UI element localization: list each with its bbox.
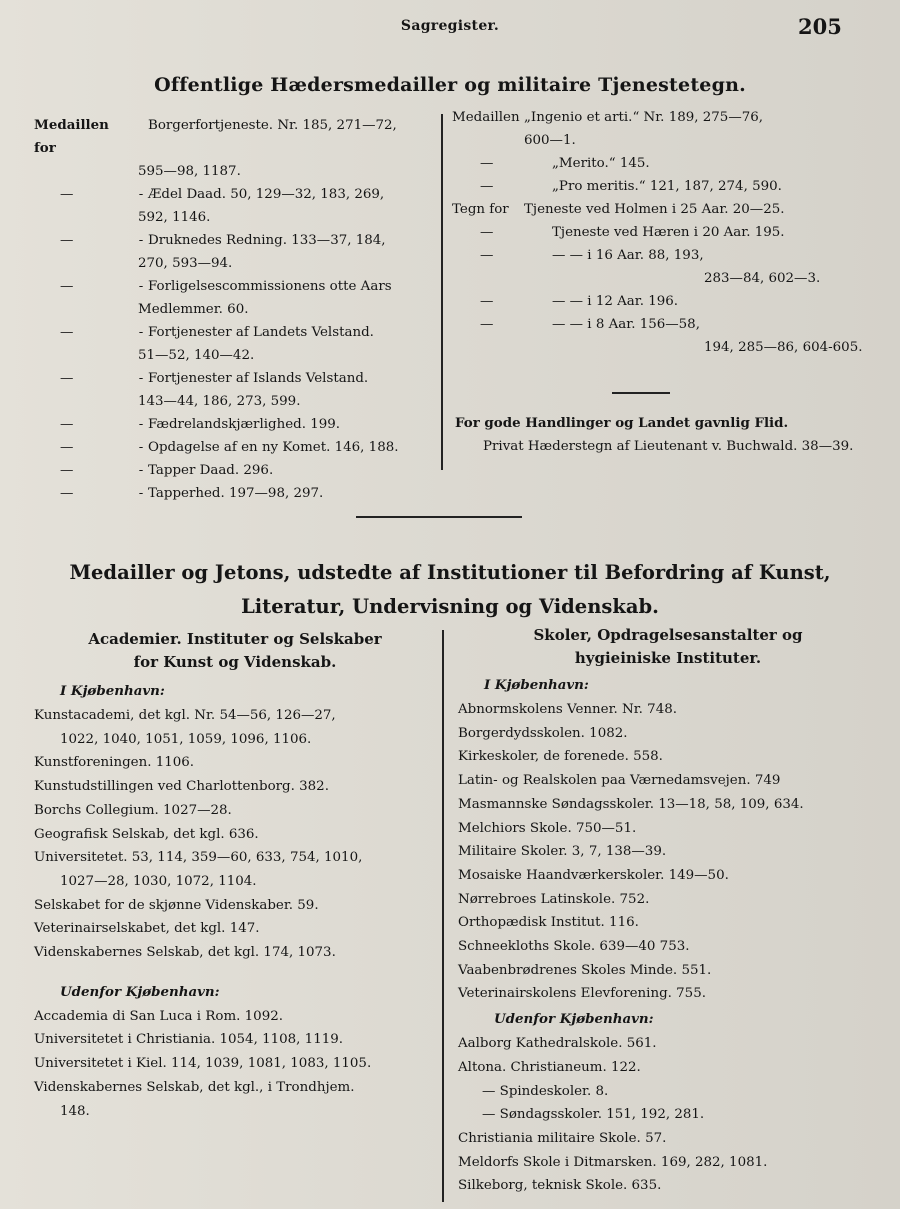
medal-entry — [34, 436, 434, 459]
entry-dot: - — [138, 486, 144, 501]
list-item: Latin- og Realskolen paa Værnedamsvejen. 749 — [458, 773, 781, 789]
entry-text: Fortjenester af Landets Velstand. — [148, 325, 374, 340]
list-item: Geografisk Selskab, det kgl. 636. — [34, 826, 259, 842]
entry-continuation: 600—1. — [524, 133, 576, 148]
entry-prefix: Medaillen — [452, 110, 520, 125]
section2-title — [0, 556, 900, 624]
entry-continuation: 143—44, 186, 273, 599. — [138, 394, 301, 409]
left-heading-line1: Academier. Instituter og Selskaber — [88, 630, 382, 648]
entry-text: Borgerfortjeneste. Nr. 185, 271—72, — [148, 118, 397, 133]
list-item: Universitetet i Kiel. 114, 1039, 1081, 1083, 1105. — [34, 1056, 372, 1072]
section2-title-line2: Literatur, Undervisning og Videnskab. — [241, 595, 659, 618]
medal-entry — [34, 275, 434, 298]
column-divider — [441, 114, 443, 470]
entry-prefix: — — [60, 279, 74, 294]
entry-dot: - — [138, 463, 144, 478]
list-item: Orthopædisk Institut. 116. — [458, 915, 639, 931]
right-heading-line2: hygieiniske Instituter. — [574, 649, 762, 667]
list-item: Christiania militaire Skole. 57. — [458, 1130, 667, 1146]
list-item: Universitetet i Christiania. 1054, 1108, 1119. — [34, 1032, 344, 1048]
entry-text: „Ingenio et arti.“ Nr. 189, 275—76, — [524, 110, 764, 125]
entry-text: Druknedes Redning. 133—37, 184, — [148, 233, 386, 248]
list-item: Masmannske Søndagsskoler. 13—18, 58, 109, 634. — [458, 796, 804, 812]
entry-dot: - — [138, 279, 144, 294]
running-title: Sagregister. — [400, 18, 500, 34]
left-heading-line2: for Kunst og Videnskab. — [133, 653, 337, 671]
entry-continuation: Medlemmer. 60. — [138, 302, 249, 317]
left-place-copenhagen: I Kjøbenhavn: — [60, 683, 165, 699]
entry-text: „Pro meritis.“ 121, 187, 274, 590. — [552, 179, 782, 194]
list-item: Accademia di San Luca i Rom. 1092. — [34, 1008, 284, 1024]
entry-text: Tapperhed. 197—98, 297. — [148, 486, 324, 501]
section2-right-column — [458, 624, 878, 1198]
footer-text: Privat Hæderstegn af Lieutenant v. Buchwald. 38—39. — [483, 439, 854, 454]
medal-entry — [34, 321, 434, 344]
entry-text: Tjeneste ved Holmen i 25 Aar. 20—25. — [524, 202, 785, 217]
entry-prefix: — — [480, 248, 494, 263]
entry-prefix: — — [60, 486, 74, 501]
list-item: Selskabet for de skjønne Videnskaber. 59. — [34, 897, 319, 913]
entry-continuation: 283—84, 602—3. — [704, 271, 821, 286]
list-item: Kirkeskoler, de forenede. 558. — [458, 749, 663, 765]
entry-text: — — i 16 Aar. 88, 193, — [552, 248, 704, 263]
decoration-entry — [452, 313, 872, 336]
entry-dot: - — [138, 233, 144, 248]
entry-prefix: — — [60, 417, 74, 432]
entry-continuation: 194, 285—86, 604-605. — [704, 340, 863, 355]
list-item: Silkeborg, teknisk Skole. 635. — [458, 1178, 662, 1194]
entry-text: Fædrelandskjærlighed. 199. — [148, 417, 341, 432]
entry-prefix: — — [60, 233, 74, 248]
section1-left-column — [34, 114, 434, 505]
list-item: Kunstforeningen. 1106. — [34, 755, 195, 771]
decoration-entry — [452, 290, 872, 313]
entry-text: Opdagelse af en ny Komet. 146, 188. — [148, 440, 399, 455]
list-item: Melchiors Skole. 750—51. — [458, 820, 637, 836]
entry-dot: - — [138, 187, 144, 202]
list-item: — Søndagsskoler. 151, 192, 281. — [482, 1107, 705, 1123]
right-heading-line1: Skoler, Opdragelsesanstalter og — [533, 626, 803, 644]
entry-text: — — i 8 Aar. 156—58, — [552, 317, 700, 332]
medal-entry — [34, 367, 434, 390]
entry-prefix: Tegn for — [452, 202, 509, 217]
column-divider-2 — [442, 630, 444, 1202]
entry-prefix: — — [480, 317, 494, 332]
section2-title-line1: Medailler og Jetons, udstedte af Institutioner til Befordring af Kunst, — [69, 561, 831, 584]
entry-prefix: — — [60, 325, 74, 340]
medal-entry — [34, 229, 434, 252]
entry-text: Tjeneste ved Hæren i 20 Aar. 195. — [552, 225, 785, 240]
entry-prefix: — — [60, 371, 74, 386]
list-item: Schneekloths Skole. 639—40 753. — [458, 939, 690, 955]
list-item: — Spindeskoler. 8. — [482, 1083, 609, 1099]
entry-continuation: 592, 1146. — [138, 210, 211, 225]
short-rule — [612, 392, 670, 394]
medal-entry — [34, 459, 434, 482]
list-item: Borgerdydsskolen. 1082. — [458, 725, 628, 741]
list-item: Videnskabernes Selskab, det kgl., i Trondhjem. — [34, 1079, 355, 1095]
section2-left-column — [34, 628, 436, 1123]
list-item: Militaire Skoler. 3, 7, 138—39. — [458, 844, 667, 860]
list-item: Mosaiske Haandværkerskoler. 149—50. — [458, 867, 729, 883]
list-item: Kunstudstillingen ved Charlottenborg. 382. — [34, 779, 329, 795]
entry-text: Fortjenester af Islands Velstand. — [148, 371, 369, 386]
list-item: Veterinairselskabet, det kgl. 147. — [34, 921, 260, 937]
medal-entry — [34, 413, 434, 436]
entry-dot: - — [138, 371, 144, 386]
entry-prefix: — — [480, 225, 494, 240]
entry-prefix: — — [60, 187, 74, 202]
section1-right-column — [452, 106, 872, 359]
entry-prefix: — — [480, 179, 494, 194]
section1-title: Offentlige Hædersmedailler og militaire Tjenestetegn. — [154, 74, 746, 96]
list-item: Meldorfs Skole i Ditmarsken. 169, 282, 1081. — [458, 1154, 768, 1170]
decoration-entry — [452, 175, 872, 198]
entry-text: Forligelsescommissionens otte Aars — [148, 279, 392, 294]
entry-dot: - — [138, 440, 144, 455]
decoration-entry — [452, 198, 872, 221]
list-item: Aalborg Kathedralskole. 561. — [458, 1036, 657, 1052]
medal-entry — [34, 114, 434, 160]
list-item: Nørrebroes Latinskole. 752. — [458, 891, 650, 907]
section-separator — [356, 516, 522, 518]
entry-dot: - — [138, 417, 144, 432]
medal-entry — [34, 183, 434, 206]
decoration-entry — [452, 221, 872, 244]
list-item: Kunstacademi, det kgl. Nr. 54—56, 126—27, — [34, 708, 336, 723]
list-item: 1022, 1040, 1051, 1059, 1096, 1106. — [60, 731, 312, 747]
list-item: Vaabenbrødrenes Skoles Minde. 551. — [458, 962, 712, 978]
medal-entry — [34, 482, 434, 505]
left-place-outside: Udenfor Kjøbenhavn: — [60, 983, 220, 1000]
entry-text: Tapper Daad. 296. — [148, 463, 274, 478]
decoration-entry — [452, 244, 872, 267]
entry-text: „Merito.“ 145. — [552, 156, 650, 171]
list-item: 1027—28, 1030, 1072, 1104. — [60, 873, 257, 889]
list-item: Abnormskolens Venner. Nr. 748. — [458, 702, 677, 717]
entry-text: Ædel Daad. 50, 129—32, 183, 269, — [148, 187, 385, 202]
right-place-copenhagen: I Kjøbenhavn: — [484, 677, 589, 693]
list-item: 148. — [60, 1103, 90, 1119]
entry-prefix: Medaillen for — [34, 117, 109, 156]
entry-prefix: — — [60, 440, 74, 455]
decoration-entry — [452, 152, 872, 175]
list-item: Veterinairskolens Elevforening. 755. — [458, 986, 706, 1002]
entry-continuation: 51—52, 140—42. — [138, 348, 255, 363]
list-item: Universitetet. 53, 114, 359—60, 633, 754, 1010, — [34, 850, 363, 866]
list-item: Borchs Collegium. 1027—28. — [34, 802, 232, 818]
entry-dot — [134, 114, 148, 160]
entry-text: — — i 12 Aar. 196. — [552, 294, 679, 309]
entry-dot: - — [138, 325, 144, 340]
list-item: Altona. Christianeum. 122. — [458, 1059, 641, 1075]
decoration-entry — [452, 106, 872, 129]
list-item: Videnskabernes Selskab, det kgl. 174, 1073. — [34, 945, 336, 961]
page-number: 205 — [798, 14, 842, 39]
entry-continuation: 595—98, 1187. — [138, 164, 241, 179]
footer-heading: For gode Handlinger og Landet gavnlig Flid. — [455, 415, 789, 431]
right-place-outside: Udenfor Kjøbenhavn: — [494, 1011, 654, 1028]
entry-prefix: — — [480, 294, 494, 309]
entry-continuation: 270, 593—94. — [138, 256, 233, 271]
entry-prefix: — — [60, 463, 74, 478]
entry-prefix: — — [480, 156, 494, 171]
section1-footer — [455, 412, 875, 458]
